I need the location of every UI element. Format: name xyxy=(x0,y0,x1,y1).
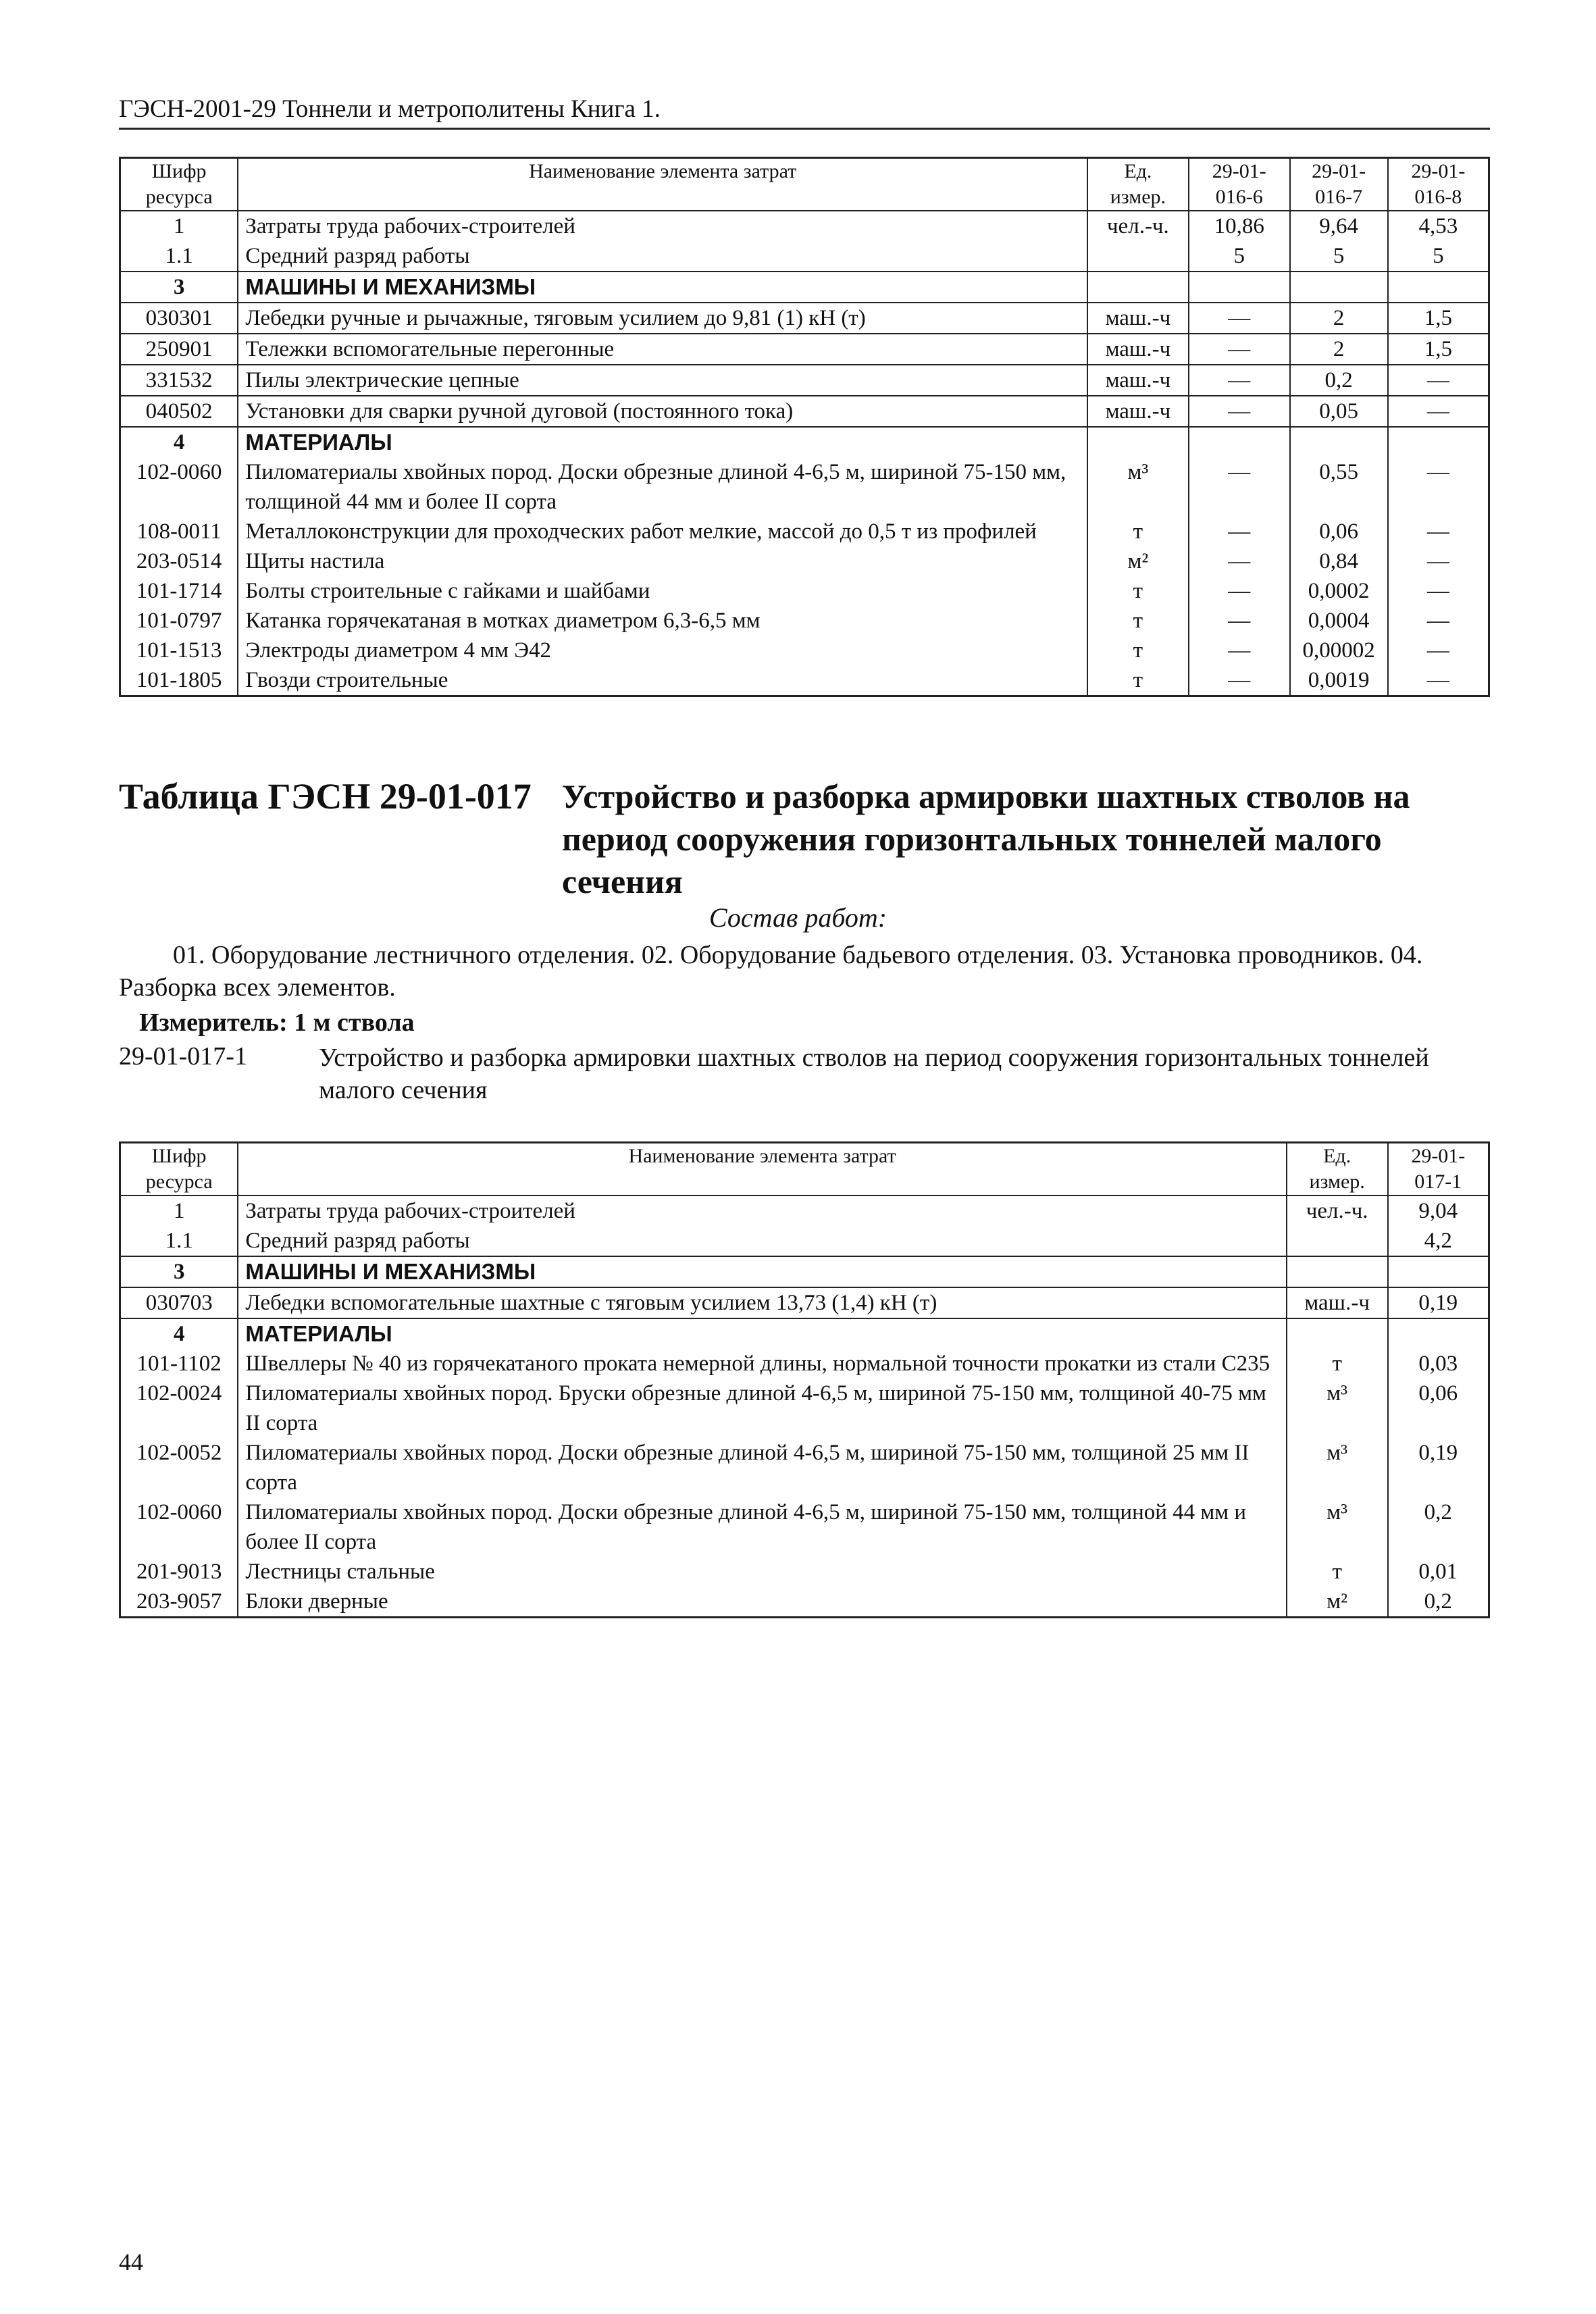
cell-unit xyxy=(1087,241,1189,272)
cell-unit: т xyxy=(1087,665,1189,696)
cell-unit: чел.-ч. xyxy=(1087,211,1189,241)
cell-v2: 0,00002 xyxy=(1290,636,1388,665)
cell-v1 xyxy=(1388,1318,1489,1349)
cell-unit: м³ xyxy=(1287,1438,1388,1497)
table-row xyxy=(120,1349,1489,1379)
cell-v2: 5 xyxy=(1290,241,1388,272)
cell-name: Пиломатериалы хвойных пород. Доски обрезные длиной 4-6,5 м, шириной 75-150 мм, толщиной 44 мм и более II сорта xyxy=(238,457,1087,517)
cell-v3 xyxy=(1388,272,1489,303)
cell-v1: 10,86 xyxy=(1189,211,1290,241)
cell-name: Болты строительные с гайками и шайбами xyxy=(238,576,1087,606)
cell-v3: — xyxy=(1388,457,1489,517)
norm-code: 29-01-017-1 xyxy=(119,1042,247,1071)
cell-unit: маш.-ч xyxy=(1087,396,1189,427)
cell-v3: — xyxy=(1388,606,1489,636)
table-row xyxy=(120,427,1489,457)
cell-v2: 0,84 xyxy=(1290,546,1388,576)
cell-v3: — xyxy=(1388,365,1489,396)
cell-name: Установки для сварки ручной дуговой (постоянного тока) xyxy=(238,396,1087,427)
cell-v1: — xyxy=(1189,636,1290,665)
cell-v3: — xyxy=(1388,636,1489,665)
cell-code: 203-0514 xyxy=(120,546,238,576)
table-row xyxy=(120,1379,1489,1438)
table-row xyxy=(120,303,1489,334)
cell-v2: 0,0002 xyxy=(1290,576,1388,606)
cell-unit: м³ xyxy=(1287,1379,1388,1438)
cell-unit: т xyxy=(1087,576,1189,606)
cell-v2: 0,55 xyxy=(1290,457,1388,517)
cell-code: 108-0011 xyxy=(120,517,238,546)
table-row xyxy=(120,272,1489,303)
works-composition-label: Состав работ: xyxy=(709,902,887,933)
cell-v1 xyxy=(1388,1256,1489,1287)
column-header: Ед. измер. xyxy=(1087,158,1189,211)
column-header: 29-01-016-6 xyxy=(1189,158,1290,211)
cell-unit: м³ xyxy=(1287,1497,1388,1557)
cell-unit: т xyxy=(1287,1557,1388,1587)
cell-name: Блоки дверные xyxy=(238,1587,1286,1618)
cell-code: 3 xyxy=(120,1256,238,1287)
cell-v1: — xyxy=(1189,396,1290,427)
table-row xyxy=(120,334,1489,365)
cell-v1: — xyxy=(1189,665,1290,696)
cell-code: 1.1 xyxy=(120,1226,238,1256)
cell-name: Лебедки вспомогательные шахтные с тяговым усилием 13,73 (1,4) кН (т) xyxy=(238,1287,1286,1318)
cell-code: 1 xyxy=(120,211,238,241)
cell-name: Пиломатериалы хвойных пород. Доски обрезные длиной 4-6,5 м, шириной 75-150 мм, толщиной 25 мм II сорта xyxy=(238,1438,1286,1497)
table-title: Таблица ГЭСН 29-01-017 xyxy=(119,776,532,817)
table-row xyxy=(120,636,1489,665)
cell-code: 030703 xyxy=(120,1287,238,1318)
table-row xyxy=(120,1438,1489,1497)
cell-unit: т xyxy=(1287,1349,1388,1379)
cell-unit xyxy=(1087,427,1189,457)
cell-name: МАТЕРИАЛЫ xyxy=(238,1318,1286,1349)
cell-unit xyxy=(1287,1226,1388,1256)
cell-unit xyxy=(1087,272,1189,303)
cell-v1: — xyxy=(1189,457,1290,517)
cell-code: 102-0060 xyxy=(120,1497,238,1557)
cell-v2: 0,2 xyxy=(1290,365,1388,396)
cell-unit: т xyxy=(1087,517,1189,546)
cell-v2 xyxy=(1290,427,1388,457)
cell-v1: — xyxy=(1189,365,1290,396)
cell-unit: м² xyxy=(1087,546,1189,576)
cell-v3: — xyxy=(1388,546,1489,576)
column-header: Ед. измер. xyxy=(1287,1143,1388,1196)
cell-name: МАШИНЫ И МЕХАНИЗМЫ xyxy=(238,1256,1286,1287)
cell-v3 xyxy=(1388,427,1489,457)
cell-v1: 0,01 xyxy=(1388,1557,1489,1587)
cell-v1 xyxy=(1189,272,1290,303)
cell-unit: маш.-ч xyxy=(1087,303,1189,334)
cell-name: Пилы электрические цепные xyxy=(238,365,1087,396)
cell-code: 101-0797 xyxy=(120,606,238,636)
table-row xyxy=(120,1287,1489,1318)
cell-v1: 0,19 xyxy=(1388,1287,1489,1318)
page-number: 44 xyxy=(119,2248,143,2276)
table-row xyxy=(120,457,1489,517)
measure-unit: Измеритель: 1 м ствола xyxy=(139,1008,415,1037)
cell-unit: т xyxy=(1087,636,1189,665)
cell-unit xyxy=(1287,1318,1388,1349)
cell-code: 1 xyxy=(120,1195,238,1226)
table-row xyxy=(120,396,1489,427)
cell-v3: — xyxy=(1388,665,1489,696)
table-row xyxy=(120,1226,1489,1256)
cell-code: 331532 xyxy=(120,365,238,396)
cell-v3: — xyxy=(1388,576,1489,606)
norm-name: Устройство и разборка армировки шахтных стволов на период сооружения горизонтальных тоннелей малого сечения xyxy=(319,1044,1429,1104)
cell-v3: — xyxy=(1388,396,1489,427)
cell-code: 250901 xyxy=(120,334,238,365)
cell-name: Средний разряд работы xyxy=(238,1226,1286,1256)
column-header: 29-01-016-7 xyxy=(1290,158,1388,211)
cell-v2: 2 xyxy=(1290,334,1388,365)
table-description: Устройство и разборка армировки шахтных стволов на период сооружения горизонтальных тоннелей малого сечения xyxy=(562,777,1410,900)
resource-table-017 xyxy=(119,1141,1490,1618)
table-row xyxy=(120,1256,1489,1287)
cell-code: 4 xyxy=(120,1318,238,1349)
cell-code: 101-1805 xyxy=(120,665,238,696)
cell-v2: 2 xyxy=(1290,303,1388,334)
cell-unit: маш.-ч xyxy=(1087,365,1189,396)
cell-v1: — xyxy=(1189,334,1290,365)
cell-unit: чел.-ч. xyxy=(1287,1195,1388,1226)
cell-v1: 0,19 xyxy=(1388,1438,1489,1497)
cell-code: 203-9057 xyxy=(120,1587,238,1618)
column-header: Шифр ресурса xyxy=(120,1143,238,1196)
column-header: Наименование элемента затрат xyxy=(238,1143,1286,1196)
cell-unit: маш.-ч xyxy=(1087,334,1189,365)
cell-v1: 0,03 xyxy=(1388,1349,1489,1379)
cell-code: 102-0052 xyxy=(120,1438,238,1497)
cell-name: Катанка горячекатаная в мотках диаметром 6,3-6,5 мм xyxy=(238,606,1087,636)
cell-code: 030301 xyxy=(120,303,238,334)
cell-v1: 9,04 xyxy=(1388,1195,1489,1226)
table-row xyxy=(120,1587,1489,1618)
cell-v3: — xyxy=(1388,517,1489,546)
cell-code: 101-1513 xyxy=(120,636,238,665)
resource-table-016 xyxy=(119,157,1490,697)
cell-v2: 9,64 xyxy=(1290,211,1388,241)
cell-unit: м³ xyxy=(1087,457,1189,517)
cell-code: 101-1714 xyxy=(120,576,238,606)
cell-v1: 0,2 xyxy=(1388,1497,1489,1557)
cell-v1: 0,2 xyxy=(1388,1587,1489,1618)
table-row xyxy=(120,1318,1489,1349)
cell-v2: 0,0019 xyxy=(1290,665,1388,696)
cell-v2: 0,05 xyxy=(1290,396,1388,427)
works-list: 01. Оборудование лестничного отделения. 02. Оборудование бадьевого отделения. 03. Установка проводников. 04. Разборка всех элементов. xyxy=(119,941,1423,1002)
cell-v1 xyxy=(1189,427,1290,457)
table-row xyxy=(120,241,1489,272)
column-header: Наименование элемента затрат xyxy=(238,158,1087,211)
cell-unit xyxy=(1287,1256,1388,1287)
cell-name: Тележки вспомогательные перегонные xyxy=(238,334,1087,365)
cell-name: Щиты настила xyxy=(238,546,1087,576)
cell-name: Затраты труда рабочих-строителей xyxy=(238,211,1087,241)
table-row xyxy=(120,365,1489,396)
table-row xyxy=(120,665,1489,696)
column-header: 29-01-016-8 xyxy=(1388,158,1489,211)
cell-code: 102-0060 xyxy=(120,457,238,517)
cell-unit: маш.-ч xyxy=(1287,1287,1388,1318)
cell-name: Средний разряд работы xyxy=(238,241,1087,272)
table-header-row xyxy=(120,158,1489,211)
cell-v3: 1,5 xyxy=(1388,303,1489,334)
cell-name: Гвозди строительные xyxy=(238,665,1087,696)
table-header-row xyxy=(120,1143,1489,1196)
cell-name: Лебедки ручные и рычажные, тяговым усилием до 9,81 (1) кН (т) xyxy=(238,303,1087,334)
cell-v1: 4,2 xyxy=(1388,1226,1489,1256)
cell-v1: 5 xyxy=(1189,241,1290,272)
column-header: Шифр ресурса xyxy=(120,158,238,211)
cell-v1: — xyxy=(1189,606,1290,636)
cell-name: Электроды диаметром 4 мм Э42 xyxy=(238,636,1087,665)
cell-code: 201-9013 xyxy=(120,1557,238,1587)
cell-name: Пиломатериалы хвойных пород. Доски обрезные длиной 4-6,5 м, шириной 75-150 мм, толщиной 44 мм и более II сорта xyxy=(238,1497,1286,1557)
cell-name: Пиломатериалы хвойных пород. Бруски обрезные длиной 4-6,5 м, шириной 75-150 мм, толщиной 40-75 мм II сорта xyxy=(238,1379,1286,1438)
cell-v1: 0,06 xyxy=(1388,1379,1489,1438)
cell-unit: т xyxy=(1087,606,1189,636)
page-header: ГЭСН-2001-29 Тоннели и метрополитены Книга 1. xyxy=(119,95,1490,130)
cell-code: 3 xyxy=(120,272,238,303)
cell-v1: — xyxy=(1189,303,1290,334)
table-row xyxy=(120,211,1489,241)
cell-v2: 0,06 xyxy=(1290,517,1388,546)
cell-v2 xyxy=(1290,272,1388,303)
table-row xyxy=(120,1497,1489,1557)
cell-code: 4 xyxy=(120,427,238,457)
cell-name: МАТЕРИАЛЫ xyxy=(238,427,1087,457)
table-row xyxy=(120,546,1489,576)
cell-code: 101-1102 xyxy=(120,1349,238,1379)
cell-name: Металлоконструкции для проходческих работ мелкие, массой до 0,5 т из профилей xyxy=(238,517,1087,546)
cell-v1: — xyxy=(1189,517,1290,546)
table-row xyxy=(120,606,1489,636)
cell-unit: м² xyxy=(1287,1587,1388,1618)
cell-name: Затраты труда рабочих-строителей xyxy=(238,1195,1286,1226)
cell-v1: — xyxy=(1189,576,1290,606)
table-row xyxy=(120,576,1489,606)
table-row xyxy=(120,517,1489,546)
table-row xyxy=(120,1195,1489,1226)
column-header: 29-01-017-1 xyxy=(1388,1143,1489,1196)
table-row xyxy=(120,1557,1489,1587)
cell-v3: 4,53 xyxy=(1388,211,1489,241)
cell-v3: 5 xyxy=(1388,241,1489,272)
cell-v3: 1,5 xyxy=(1388,334,1489,365)
cell-code: 040502 xyxy=(120,396,238,427)
cell-v1: — xyxy=(1189,546,1290,576)
cell-name: Швеллеры № 40 из горячекатаного проката немерной длины, нормальной точности прокатки из стали С235 xyxy=(238,1349,1286,1379)
cell-name: Лестницы стальные xyxy=(238,1557,1286,1587)
cell-code: 102-0024 xyxy=(120,1379,238,1438)
cell-name: МАШИНЫ И МЕХАНИЗМЫ xyxy=(238,272,1087,303)
cell-v2: 0,0004 xyxy=(1290,606,1388,636)
cell-code: 1.1 xyxy=(120,241,238,272)
